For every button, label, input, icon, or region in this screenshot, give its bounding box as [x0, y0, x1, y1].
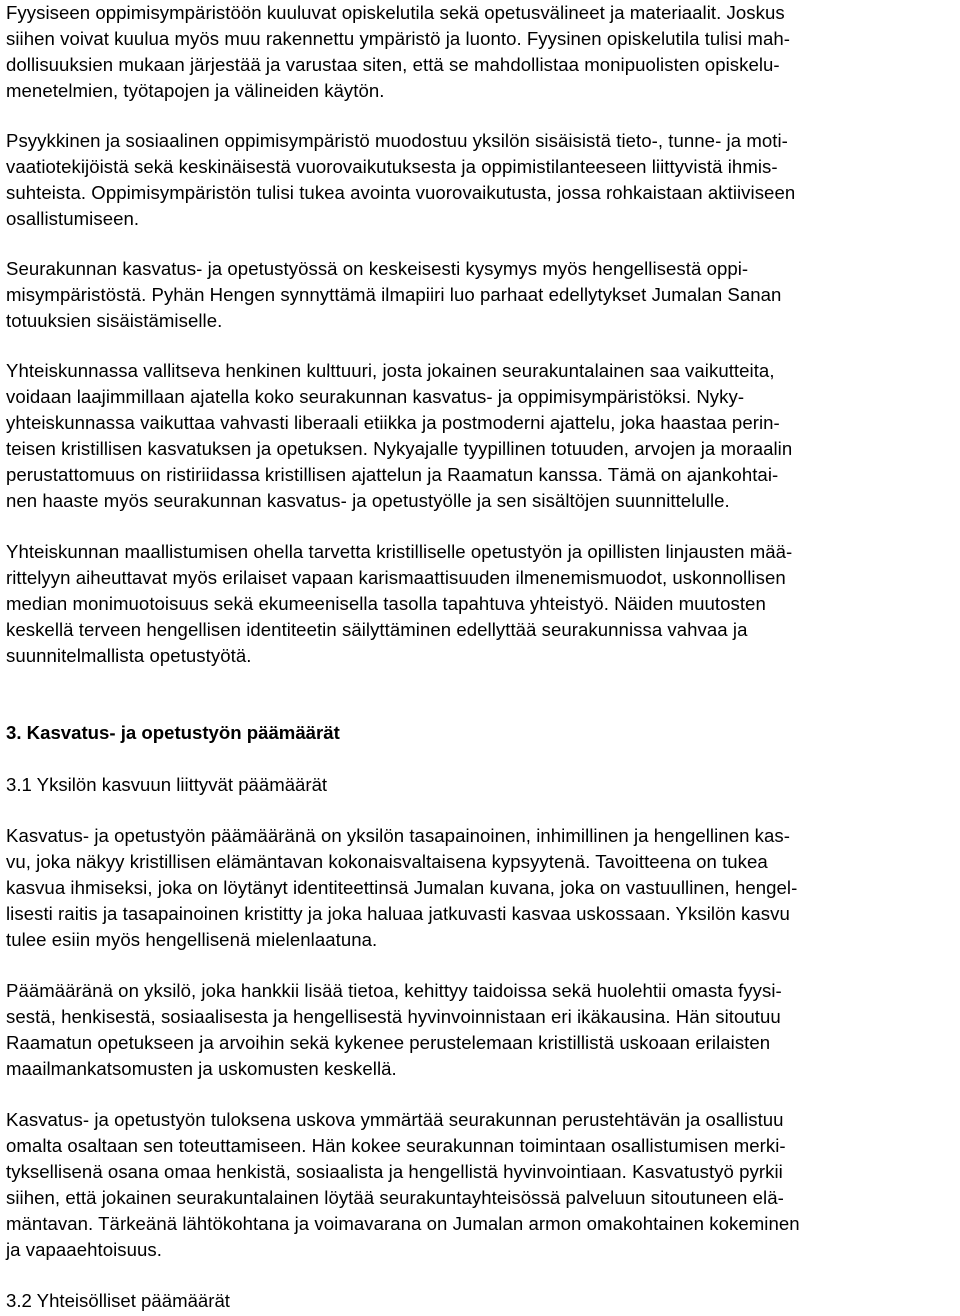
text-line: totuuksien sisäistämiselle.	[6, 310, 223, 331]
paragraph-psychosocial-environment	[6, 128, 795, 232]
paragraph-secularization	[6, 539, 792, 669]
text-line: Kasvatus- ja opetustyön tuloksena uskova ymmärtää seurakunnan perustehtävän ja osallistuu	[6, 1109, 784, 1130]
text-line: Yhteiskunnan maallistumisen ohella tarvetta kristilliselle opetustyön ja opillisten linjausten mää-	[6, 541, 793, 562]
text-line: voidaan laajimmillaan ajatella koko seurakunnan kasvatus- ja oppimisympäristöksi. Nyky-	[6, 386, 745, 407]
text-line: Psyykkinen ja sosiaalinen oppimisympäristö muodostuu yksilön sisäisistä tieto-, tunne- ja moti-	[6, 130, 788, 151]
text-line: Yhteiskunnassa vallitseva henkinen kulttuuri, josta jokainen seurakuntalainen saa vaikutteita,	[6, 360, 775, 381]
text-line: maailmankatsomusten ja uskomusten keskellä.	[6, 1058, 397, 1079]
text-line: siihen, että jokainen seurakuntalainen löytää seurakuntayhteisössä palveluun sitoutuneen elä-	[6, 1187, 784, 1208]
subsection-heading: 3.2 Yhteisölliset päämäärät	[6, 1290, 230, 1311]
text-line: nen haaste myös seurakunnan kasvatus- ja opetustyölle ja sen sisältöjen suunnittelulle.	[6, 490, 730, 511]
text-line: keskellä terveen hengellisen identiteetin säilyttäminen edellyttää seurakunnissa vahvaa ja	[6, 619, 748, 640]
text-line: Raamatun opetukseen ja arvoihin sekä kykenee perustelemaan kristillistä uskoaan erilaisten	[6, 1032, 771, 1053]
text-line: tyksellisenä osana omaa henkistä, sosiaalista ja hengellistä hyvinvointiaan. Kasvatustyö pyrkii	[6, 1161, 783, 1182]
paragraph-society-culture	[6, 358, 792, 514]
text-line: omalta osaltaan sen toteuttamiseen. Hän kokee seurakunnan toimintaan osallistumisen merki-	[6, 1135, 786, 1156]
text-line: yhteiskunnassa vaikuttaa vahvasti liberaali etiikka ja postmoderni ajattelu, joka haastaa perin-	[6, 412, 780, 433]
text-line: dollisuuksien mukaan järjestää ja varustaa siten, että se mahdollistaa monipuolisten opiskelu-	[6, 54, 780, 75]
text-line: suhteista. Oppimisympäristön tulisi tukea avointa vuorovaikutusta, jossa rohkaistaan aktiiviseen	[6, 182, 796, 203]
text-line: mäntavan. Tärkeänä lähtökohtana ja voimavarana on Jumalan armon omakohtainen kokeminen	[6, 1213, 800, 1234]
text-line: sestä, henkisestä, sosiaalisesta ja hengellisestä hyvinvoinnistaan eri ikäkausina. Hän sitoutuu	[6, 1006, 781, 1027]
text-line: Kasvatus- ja opetustyön päämääränä on yksilön tasapainoinen, inhimillinen ja hengellinen kas-	[6, 825, 791, 846]
paragraph-goal-individual	[6, 978, 782, 1082]
text-line: menetelmien, työtapojen ja välineiden käytön.	[6, 80, 385, 101]
subsection-heading: 3.1 Yksilön kasvuun liittyvät päämäärät	[6, 774, 328, 795]
text-line: osallistumiseen.	[6, 208, 140, 229]
text-line: vu, joka näkyy kristillisen elämäntavan kokonaisvaltaisena kypsyytenä. Tavoitteena on tukea	[6, 851, 768, 872]
text-line: siihen voivat kuulua myös muu rakennettu ympäristö ja luonto. Fyysinen opiskelutila tulisi mah-	[6, 28, 790, 49]
text-line: perustattomuus on ristiriidassa kristillisen ajattelun ja Raamatun kanssa. Tämä on ajankohtai-	[6, 464, 779, 485]
paragraph-spiritual-environment	[6, 256, 781, 334]
text-line: vaatiotekijöistä sekä keskinäisestä vuorovaikutuksesta ja oppimistilanteeseen liittyvistä ihmis-	[6, 156, 778, 177]
paragraph-physical-environment	[6, 0, 790, 104]
text-line: lisesti raitis ja tasapainoinen kristitty ja joka haluaa jatkuvasti kasvaa uskossaan. Yksilön kasvu	[6, 903, 790, 924]
text-line: rittelyyn aiheuttavat myös erilaiset vapaan karismaattisuuden ilmenemismuodot, uskonnollisen	[6, 567, 786, 588]
text-line: median monimuotoisuus sekä ekumeenisella tasolla tapahtuva yhteistyö. Näiden muutosten	[6, 593, 766, 614]
paragraph-individual-growth	[6, 823, 797, 953]
text-line: Fyysiseen oppimisympäristöön kuuluvat opiskelutila sekä opetusvälineet ja materiaalit. Joskus	[6, 2, 785, 23]
text-line: misympäristöstä. Pyhän Hengen synnyttämä ilmapiiri luo parhaat edellytykset Jumalan Sanan	[6, 284, 782, 305]
text-line: Päämääränä on yksilö, joka hankkii lisää tietoa, kehittyy taidoissa sekä huolehtii omasta fyysi-	[6, 980, 782, 1001]
paragraph-outcome	[6, 1107, 800, 1263]
text-line: teisen kristillisen kasvatuksen ja opetuksen. Nykyajalle tyypillinen totuuden, arvojen ja moraalin	[6, 438, 793, 459]
text-line: Seurakunnan kasvatus- ja opetustyössä on keskeisesti kysymys myös hengellisestä oppi-	[6, 258, 749, 279]
text-line: tulee esiin myös hengellisenä mielenlaatuna.	[6, 929, 378, 950]
text-line: suunnitelmallista opetustyötä.	[6, 645, 252, 666]
text-line: kasvua ihmiseksi, joka on löytänyt identiteettinsä Jumalan kuvana, joka on vastuullinen, hengel-	[6, 877, 798, 898]
section-heading: 3. Kasvatus- ja opetustyön päämäärät	[6, 722, 340, 743]
text-line: ja vapaaehtoisuus.	[6, 1239, 162, 1260]
